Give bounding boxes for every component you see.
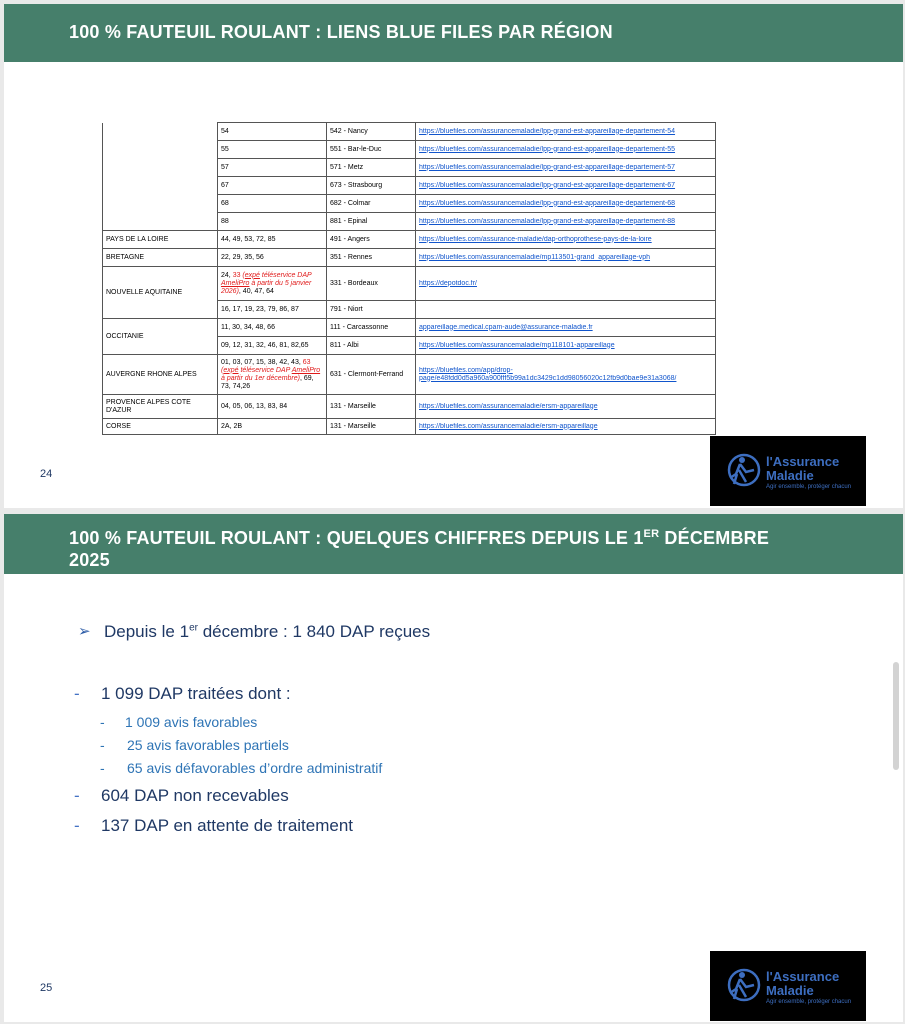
bluefiles-link[interactable]: https://bluefiles.com/assurancemaladie/ersm-appareillage — [419, 402, 598, 410]
sub-text: 65 avis défavorables d’ordre administratif — [127, 760, 383, 776]
link-cell — [416, 395, 716, 419]
region-cell: OCCITANIE — [103, 319, 218, 355]
treated-text: 1 099 DAP traitées dont : — [101, 684, 291, 703]
dash-bullet: - — [74, 786, 80, 805]
bluefiles-link[interactable]: https://bluefiles.com/assurancemaladie/lpp-grand-est-appareillage-departement-67 — [419, 181, 676, 189]
slide-title — [69, 523, 769, 571]
bluefiles-link[interactable]: page/e48fdd0d5a960a900fff5b99a1dc3429c1dd98056020c12fb9d0bae9e31a3068/ — [419, 374, 677, 382]
link-cell — [416, 249, 716, 267]
attente-text: 137 DAP en attente de traitement — [101, 816, 354, 835]
region-cell: AUVERGNE RHONE ALPES — [103, 355, 218, 395]
non-recevables-text: 604 DAP non recevables — [101, 786, 289, 805]
running-figures-icon — [726, 967, 762, 1005]
departments-cell: 04, 05, 06, 13, 83, 84 — [218, 395, 327, 419]
cpam-cell: 351 - Rennes — [327, 249, 416, 267]
slide-header — [4, 514, 903, 574]
departments-part: ( — [221, 366, 224, 374]
title-part: DÉCEMBRE — [659, 528, 770, 548]
bluefiles-link[interactable]: https://depotdoc.fr/ — [419, 279, 477, 287]
bluefiles-link[interactable]: https://bluefiles.com/assurancemaladie/mp118101-appareillage — [419, 341, 615, 349]
departments-cell — [218, 355, 327, 395]
departments-part: , 40, 47, 64 — [238, 287, 274, 295]
cpam-cell: 131 - Marseille — [327, 419, 416, 435]
link-cell — [416, 419, 716, 435]
departments-part: 24, — [221, 271, 233, 279]
departments-cell: 68 — [218, 195, 327, 213]
dash-bullet: - — [100, 760, 105, 776]
link-cell — [416, 337, 716, 355]
bluefiles-link[interactable]: https://bluefiles.com/assurancemaladie/lpp-grand-est-appareillage-departement-55 — [419, 145, 676, 153]
link-cell — [416, 123, 716, 141]
slide-24 — [4, 4, 903, 508]
bluefiles-link[interactable]: appareillage.medical.cpam-aude@assurance-maladie.fr — [419, 323, 593, 331]
departments-part: 01, 03, 07, 15, 38, 42, 43, — [221, 358, 303, 366]
departments-part: AmeliPro — [291, 366, 321, 374]
departments-cell: 88 — [218, 213, 327, 231]
dash-bullet: - — [100, 737, 105, 753]
intro-sup: er — [189, 622, 198, 634]
arrow-bullet-icon: ➢ — [78, 623, 91, 640]
table-row — [103, 231, 716, 249]
title-year: 2025 — [69, 550, 110, 570]
table-row — [103, 355, 716, 395]
departments-part: à partir du 1er décembre) — [221, 374, 300, 382]
bluefiles-link[interactable]: https://bluefiles.com/assurancemaladie/lpp-grand-est-appareillage-departement-57 — [419, 163, 676, 171]
cpam-cell: 571 - Metz — [327, 159, 416, 177]
vertical-scrollbar[interactable] — [893, 662, 899, 770]
sub-text: 25 avis favorables partiels — [127, 737, 289, 753]
link-cell — [416, 301, 716, 319]
link-cell — [416, 319, 716, 337]
link-cell — [416, 231, 716, 249]
region-cell — [103, 123, 218, 231]
intro-text — [104, 622, 430, 642]
bluefiles-link[interactable]: https://bluefiles.com/assurancemaladie/mp113501-grand_appareillage-vph — [419, 253, 651, 261]
table-row — [103, 419, 716, 435]
cpam-cell: 811 - Albi — [327, 337, 416, 355]
table-row — [103, 319, 716, 337]
departments-part: 33 — [232, 271, 241, 279]
slide-25 — [4, 514, 903, 1022]
region-cell: BRETAGNE — [103, 249, 218, 267]
title-part: 100 % FAUTEUIL ROULANT : QUELQUES CHIFFRES DEPUIS LE 1 — [69, 528, 644, 548]
running-figures-icon — [726, 452, 762, 490]
departments-cell: 67 — [218, 177, 327, 195]
sub-text: 1 009 avis favorables — [125, 714, 258, 730]
slide-header — [4, 4, 903, 62]
cpam-cell: 673 - Strasbourg — [327, 177, 416, 195]
bluefiles-link[interactable]: https://bluefiles.com/app/drop- — [419, 366, 513, 374]
region-cell: PROVENCE ALPES COTE D'AZUR — [103, 395, 218, 419]
intro-b: décembre : 1 840 DAP reçues — [197, 622, 431, 641]
link-cell — [416, 195, 716, 213]
logo-tagline: Agir ensemble, protéger chacun — [766, 999, 852, 1005]
logo-line2: Maladie — [766, 983, 814, 998]
link-cell — [416, 159, 716, 177]
departments-part: , 69, 73, 74,26 — [221, 374, 314, 390]
cpam-cell: 111 - Carcassonne — [327, 319, 416, 337]
page-number: 25 — [40, 982, 53, 994]
logo-line2: Maladie — [766, 468, 814, 483]
departments-cell: 54 — [218, 123, 327, 141]
title-sup: ER — [643, 528, 660, 540]
link-cell — [416, 213, 716, 231]
departments-part: AmeliPro — [221, 279, 250, 287]
cpam-cell: 331 - Bordeaux — [327, 267, 416, 301]
departments-part: 63 — [302, 358, 311, 366]
departments-cell: 57 — [218, 159, 327, 177]
bluefiles-region-table — [102, 122, 716, 435]
dash-bullet: - — [74, 816, 80, 835]
region-cell: PAYS DE LA LOIRE — [103, 231, 218, 249]
logo-line1: l'Assurance — [766, 454, 840, 469]
table-row — [103, 395, 716, 419]
departments-cell: 2A, 2B — [218, 419, 327, 435]
intro-a: Depuis le 1 — [104, 622, 190, 641]
departments-part: téléservice DAP — [238, 366, 292, 374]
bluefiles-link[interactable]: https://bluefiles.com/assurancemaladie/lpp-grand-est-appareillage-departement-68 — [419, 199, 676, 207]
bluefiles-link[interactable]: https://bluefiles.com/assurance-maladie/dap-orthoprothese-pays-de-la-loire — [419, 235, 652, 243]
table-row — [103, 267, 716, 301]
cpam-cell: 682 - Colmar — [327, 195, 416, 213]
departments-part: expé — [244, 271, 260, 279]
departments-part: ( — [240, 271, 245, 279]
cpam-cell: 131 - Marseille — [327, 395, 416, 419]
departments-cell: 55 — [218, 141, 327, 159]
region-cell: NOUVELLE AQUITAINE — [103, 267, 218, 319]
table-row — [103, 123, 716, 141]
page-number: 24 — [40, 468, 53, 480]
cpam-cell: 551 - Bar-le-Duc — [327, 141, 416, 159]
bluefiles-link[interactable]: https://bluefiles.com/assurancemaladie/lpp-grand-est-appareillage-departement-54 — [419, 127, 676, 135]
departments-part: à partir du 5 janvier 2026) — [221, 279, 312, 295]
dash-bullet: - — [74, 684, 80, 703]
departments-part: expé — [223, 366, 239, 374]
assurance-maladie-logo — [710, 436, 866, 506]
departments-cell: 11, 30, 34, 48, 66 — [218, 319, 327, 337]
cpam-cell: 491 - Angers — [327, 231, 416, 249]
logo-line1: l'Assurance — [766, 969, 840, 984]
link-cell — [416, 177, 716, 195]
table-row — [103, 249, 716, 267]
dash-bullet: - — [100, 714, 105, 730]
departments-part: téléservice DAP — [259, 271, 312, 279]
region-cell: CORSE — [103, 419, 218, 435]
slide-title: 100 % FAUTEUIL ROULANT : LIENS BLUE FILES PAR RÉGION — [69, 22, 613, 42]
cpam-cell: 791 - Niort — [327, 301, 416, 319]
assurance-maladie-logo — [710, 951, 866, 1021]
bluefiles-link[interactable]: https://bluefiles.com/assurancemaladie/ersm-appareillage — [419, 422, 598, 430]
departments-cell — [218, 267, 327, 301]
departments-cell: 22, 29, 35, 56 — [218, 249, 327, 267]
bluefiles-link[interactable]: https://bluefiles.com/assurancemaladie/lpp-grand-est-appareillage-departement-88 — [419, 217, 676, 225]
logo-tagline: Agir ensemble, protéger chacun — [766, 484, 852, 490]
departments-cell: 16, 17, 19, 23, 79, 86, 87 — [218, 301, 327, 319]
link-cell — [416, 141, 716, 159]
link-cell — [416, 267, 716, 301]
cpam-cell: 881 - Epinal — [327, 213, 416, 231]
cpam-cell: 631 - Clermont-Ferrand — [327, 355, 416, 395]
link-cell — [416, 355, 716, 395]
departments-cell: 09, 12, 31, 32, 46, 81, 82,65 — [218, 337, 327, 355]
departments-cell: 44, 49, 53, 72, 85 — [218, 231, 327, 249]
cpam-cell: 542 - Nancy — [327, 123, 416, 141]
